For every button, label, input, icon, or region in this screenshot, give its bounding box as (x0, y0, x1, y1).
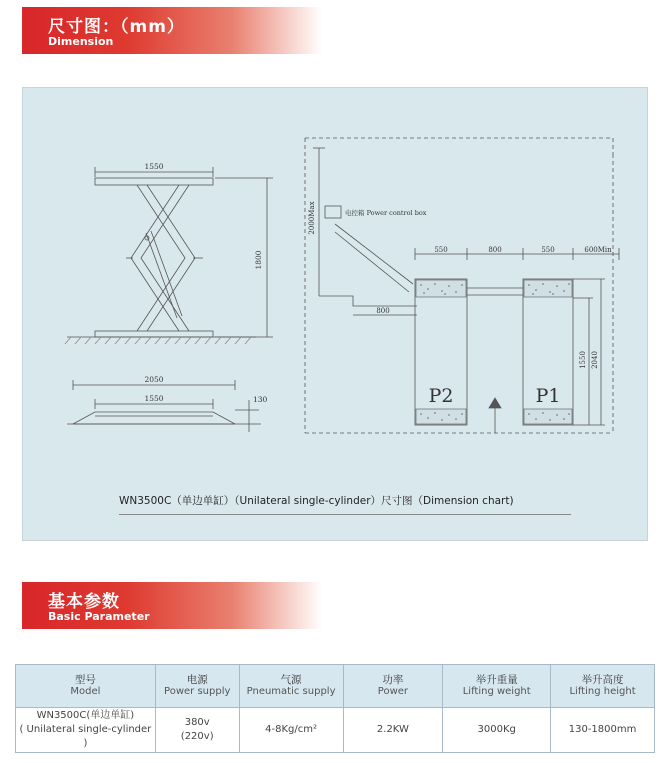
cell-lifting-height: 130-1800mm (551, 708, 655, 753)
cell-model: WN3500C(单边单缸) ( Unilateral single-cylinder ) (16, 708, 156, 753)
header-power: 功率 Power (343, 665, 443, 708)
header-lifting-weight: 举升重量 Lifting weight (443, 665, 551, 708)
header-power-supply: 电源 Power supply (155, 665, 239, 708)
platform-p2-label: P2 (428, 385, 454, 407)
total-length-label: 2040 (591, 351, 599, 369)
parameter-table (15, 664, 655, 753)
dimension-drawing-panel (22, 87, 648, 541)
front-base-plate (95, 331, 213, 337)
dimension-title-zh: 尺寸图：（mm） (48, 17, 185, 37)
header-lifting-height: 举升高度 Lifting height (551, 665, 655, 708)
drawing-caption: WN3500C（单边单缸）（Unilateral single-cylinder）尺寸图（Dimension chart) (119, 495, 514, 507)
platform-length-label: 1550 (579, 351, 587, 369)
cell-pneumatic: 4-8Kg/cm² (239, 708, 343, 753)
dimension-title-en: Dimension (48, 35, 114, 48)
power-box-label: 电控箱 Power control box (345, 209, 427, 217)
caption-divider (119, 514, 571, 515)
ramp-dim-label: 800 (376, 307, 390, 315)
plan-ramp-upper (335, 224, 413, 284)
base-height-label: 130 (253, 395, 268, 404)
cell-power: 2.2KW (343, 708, 443, 753)
dim-800-gap: 800 (488, 246, 502, 254)
table-row (16, 708, 655, 753)
power-control-box (325, 206, 341, 218)
header-model: 型号 Model (16, 665, 156, 708)
base-body (73, 412, 235, 424)
plan-ramp-ground (319, 296, 417, 306)
parameter-title-zh: 基本参数 (48, 592, 120, 612)
plan-top-dashed (305, 138, 613, 154)
front-cylinder (146, 233, 177, 318)
dimension-drawing (23, 88, 649, 542)
cell-lifting-weight: 3000Kg (443, 708, 551, 753)
plan-height-label: 2000Max (308, 201, 316, 235)
dim-600min: 600Min (584, 246, 612, 254)
front-top-platform (95, 178, 213, 185)
dim-550-right: 550 (541, 246, 555, 254)
cell-power-supply: 380v (220v) (155, 708, 239, 753)
front-height-label: 1800 (254, 250, 263, 270)
front-width-label: 1550 (144, 162, 164, 171)
header-pneumatic: 气源 Pneumatic supply (239, 665, 343, 708)
table-header-row (16, 665, 655, 708)
dim-550-left: 550 (434, 246, 448, 254)
base-outer-label: 2050 (144, 375, 164, 384)
dimension-banner (22, 7, 322, 54)
parameter-title-en: Basic Parameter (48, 610, 150, 623)
parameter-banner (22, 582, 322, 629)
base-inner-label: 1550 (144, 394, 164, 403)
platform-p1-label: P1 (535, 385, 561, 407)
